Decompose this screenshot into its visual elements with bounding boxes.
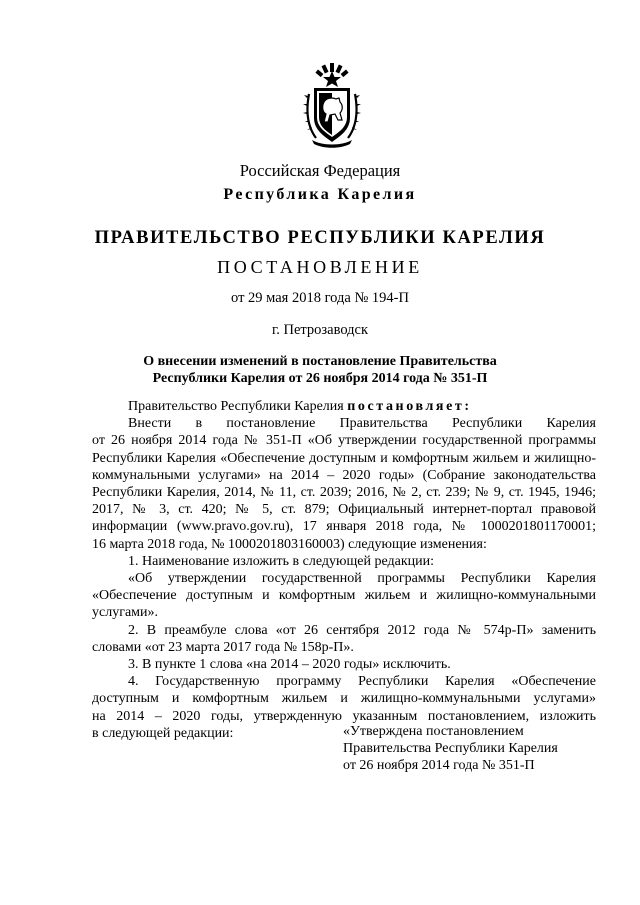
- federation-name: Российская Федерация: [239, 161, 401, 180]
- body-line: Внести в постановление Правительства Республики Карелия: [128, 416, 596, 432]
- intro-lead: Правительство Республики Карелия: [128, 399, 348, 414]
- body-line: «Об утверждении государственной программы Республики Карелия: [128, 571, 596, 587]
- body-line: 2017, № 3, ст. 420; № 5, ст. 879; Официальный интернет-портал правовой: [92, 502, 596, 518]
- document-city: г. Петрозаводск: [271, 322, 369, 338]
- body-line: информации (www.pravo.gov.ru), 17 января 2018 года, № 1000201801170001;: [92, 519, 596, 535]
- document-body: [92, 398, 596, 742]
- item-3: 3. В пункте 1 слова «на 2014 – 2020 годы» исключить.: [128, 657, 451, 673]
- body-line: коммунальными услугами» на 2014 – 2020 годы» (Собрание законодательства: [92, 467, 596, 483]
- intro-verb: постановляет:: [347, 399, 472, 414]
- body-line: «Обеспечение доступным и комфортным жильем и жилищно-коммунальными: [92, 588, 596, 604]
- approval-line: «Утверждена постановлением: [343, 724, 524, 739]
- government-title: ПРАВИТЕЛЬСТВО РЕСПУБЛИКИ КАРЕЛИЯ: [94, 228, 546, 248]
- body-line: 2. В преамбуле слова «от 26 сентября 2012 года № 574р-П» заменить: [128, 622, 596, 638]
- document-date-number: от 29 мая 2018 года № 194-П: [231, 290, 409, 306]
- approval-line: Правительства Республики Карелия: [343, 741, 558, 757]
- subject-line: Республики Карелия от 26 ноября 2014 года № 351-П: [152, 371, 488, 386]
- body-line: 4. Государственную программу Республики Карелия «Обеспечение: [128, 674, 596, 690]
- coat-of-arms-icon: [302, 62, 362, 148]
- body-line: на 2014 – 2020 годы, утвержденную указанным постановлением, изложить: [92, 708, 596, 724]
- subject-line: О внесении изменений в постановление Правительства: [143, 354, 497, 369]
- body-line: доступным и комфортным жильем и жилищно-коммунальными услугами»: [92, 691, 596, 707]
- item-1-title: 1. Наименование изложить в следующей редакции:: [128, 553, 434, 569]
- document-subject: [0, 353, 640, 387]
- document-type: ПОСТАНОВЛЕНИЕ: [217, 257, 423, 277]
- body-line: услугами».: [92, 605, 159, 621]
- body-line: Республики Карелия «Обеспечение доступным и комфортным жильем и жилищно-: [92, 450, 596, 466]
- republic-name: Республика Карелия: [223, 186, 417, 203]
- body-line: словами «от 23 марта 2017 года № 158р-П».: [92, 639, 354, 655]
- intro-paragraph: [92, 398, 596, 415]
- body-line: 16 марта 2018 года, № 1000201803160003) следующие изменения:: [92, 536, 487, 552]
- approval-line: от 26 ноября 2014 года № 351-П: [343, 758, 535, 774]
- body-line: от 26 ноября 2014 года № 351-П «Об утверждении государственной программы: [92, 433, 596, 449]
- approval-stamp: [343, 723, 558, 775]
- body-line: Республики Карелия, 2014, № 11, ст. 2039; 2016, № 2, ст. 239; № 9, ст. 1945, 1946;: [92, 485, 596, 501]
- body-line: в следующей редакции:: [92, 725, 234, 741]
